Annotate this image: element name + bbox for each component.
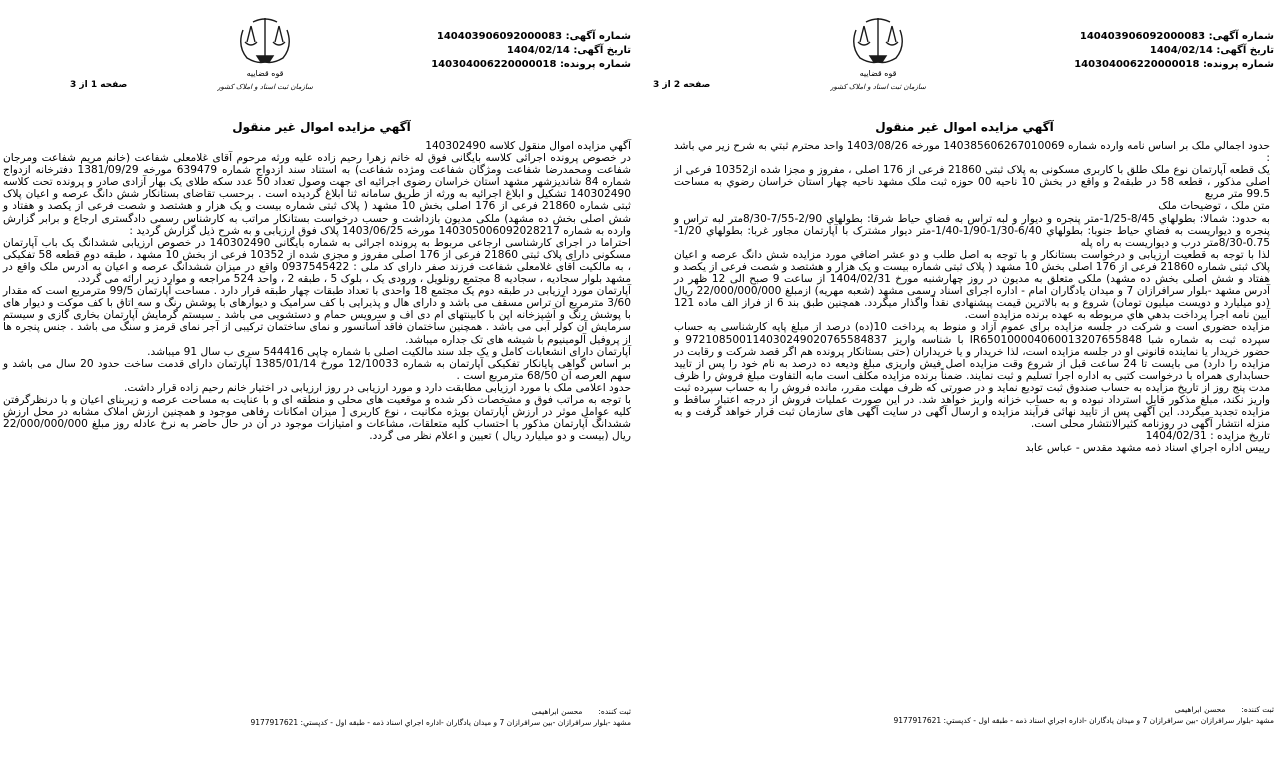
paragraph: حدود اعلامی ملک با مورد ارزيابی مطابقت دارد و مورد ارزيابی در روز ارزيابی در اختيار خانم رحيم زاده قرار داشت. [123,381,631,394]
reference-block [431,30,631,72]
logo-text: قوه قضاییه [859,69,897,78]
paragraph: مزايده حضوری است و شرکت در جلسه مزايده برای عموم آزاد و منوط به پرداخت 10(ده) درصد از مبلغ پايه کارشناسی به حساب سپرده ثبت به شماره شبا IR650100004060013207655848 با شناسه واريز 972108500114030249020765584837 و حضور خريدار يا نماينده قانونی او در جلسه مزايده است، لذا خريدار و يا خريداران (حتی بستانکار پرونده هم اگر قصد شرکت و رقابت در مزايده را دارد) می بايست تا 24 ساعت قبل از شروع وقت مزايده اصل فيش واريزی مبلغ وديعه ده درصد به نام خود را پس از تاييد حسابداری همراه با درخواست کتبی به اداره اجرا تسليم و ثبت نمايند. ضمناً برنده مزايده مکلف است مابه التفاوت مبلغ فروش را ظرف مدت پنج روز از تاريخ مزايده به حساب صندوق ثبت توديع نمايد و در صورتی که ظرف مهلت مقرر، مانده فروش را به حساب سپرده ثبت واريز نکند، مبلغ مذکور قابل استرداد نبوده و به حساب خزانه واريز خواهد شد. در اين صورت عمليات فروش از درجه اعتبار ساقط و مزايده تجديد ميگردد. اين آگهی پس از تاييد نهائی فرآيند مزايده و ارسال آگهی در سايت آگهی های سازمان ثبت قرار خواهد گرفت و به منزله انتشار آگهی در روزنامه کثيرالانتشار محلی است. [674,321,1270,431]
paragraph: آپارتمان مورد ارزيابی در طبقه دوم يک مجتمع 18 واحدی با تعداد طبقات چهار طبقه قرار دارد . مساحت آپارتمان 99/5 مترمربع است که مقدار 3/60 مترمربع آن تراس مسقف می باشد و دارای هال و پذيرايی با کف سراميک و ديوارهای با پوشش رنگ و سه اتاق با کف موکت و ديوار های با پوشش رنگ و آشپزخانه اپن با کابينتهای ام دی اف و سرويس حمام و دستشويی می باشد . سيستم گرمايش آپارتمان بخاری گازی و سيستم سرمايش آن کولر آبی می باشد . همچنين ساختمان فاقد آسانسور و نمای ساختمان ترکيبی از آجر نمای قرمز و سنگ می باشد . جنس پنجره ها از پروفيل آلومينيوم با شيشه های تک جداره ميباشد. [3,285,631,346]
paragraph: با توجه به مراتب فوق و مشخصات ذکر شده و موقعيت های محلی و منطقه ای و با عنايت به مساحت عرصه و زيربنای اعيان و با درنظرگرفتن کليه عوامل موثر در ارزش آپارتمان بويژه مکانيت ، نوع کاربری [ ميزان امکانات رفاهی موجود و همچنين ارزش املاک مشابه در محل ارزش ششدانگ آپارتمان مذکور با احتساب کليه متعلقات، مشاعات و امتيازات موجود در آن در حال حاضر به نرخ عادله روز مبلغ 22/000/000/000 ريال (بيست و دو ميليارد ريال ) تعيين و اعلام نظر می گردد. [3,393,631,443]
notice-body [3,140,631,442]
judiciary-logo-icon [217,12,313,94]
paragraph: آپارتمان دارای انشعابات کامل و يک جلد سند مالکيت اصلی با شماره چاپی 544416 سری ب سال 91 ميباشد. [147,345,631,358]
ad-date: 1404/02/14 [1149,45,1213,56]
notice-title: آگهي مزايده اموال غير منقول [875,120,1054,134]
ad-number: 140403906092000083 [436,31,563,42]
ad-date-label: تاریخ آگهی: [1216,45,1274,56]
footer [654,704,1274,726]
logo-text: قوه قضاییه [246,69,284,78]
paragraph: لذا با توجه به قطعيت ارزيابی و درخواست بستانكار و با توجه به اصل طلب و دو عشر اضافي مورد مزايده شش دانگ عرصه و اعيان پلاک ثبتی شماره 21860 فرعی از 176 اصلی بخش 10 مشهد ( پلاک ثبتی شماره بيست و يک هزار و هشتصد و شصت فرعی از يکصد و هفتاد و شش اصلی بخش ده مشهد) ملکی متعلق به مديون در روز چهارشنبه مورخ 1404/02/31 از ساعت 9 صبح الی 12 ظهر در آدرس مشهد -بلوار سرافرازان 7 و ميدان يادگاران امام - اداره اجرای اسناد رسمی مشهد (شعبه مهريه) ازمبلغ 22/000/000/000 ريال (دو ميليارد و دويست ميليون تومان) شروع و به بالاترين قيمت پيشنهادی نقداً واگذار ميگردد. همچنين طبق بند 6 از فراز الف ماده 121 آيين نامه اجرا پرداخت بدهي هاي مربوطه به عهده برنده مزايده است. [674,248,1271,322]
paragraph: بر اساس گواهی پايانکار تفکيکی آپارتمان به شماره 12/10033 مورخ 1385/01/14 آپارتمان دارای قدمت ساخت حدود 20 سال می باشد و سهم العرصه آن 68/50 مترمربع است . [3,357,631,382]
signature-line: رييس اداره اجراي اسناد ذمه مشهد مقدس - عباس عابد [1025,442,1270,455]
paragraph: حدود اجمالي ملک بر اساس نامه وارده شماره 140385606267010069 مورخه 1403/08/26 واحد محترم ثبتي به شرح زير مي باشد : [674,140,1271,165]
ad-number-label: شماره آگهی: [1208,31,1274,42]
logo-subtext: سازمان ثبت اسناد و املاک کشور [217,83,313,91]
notice-body [674,140,1270,454]
footer [11,706,631,728]
reference-block [1074,30,1274,72]
file-number-label: شماره پرونده: [559,59,631,70]
paragraph: به حدود: شمالا: بطولهاي 8/45-1/25-متر پنجره و ديوار و لبه تراس به فضاي حياط شرقا: بطولهاي 2/90-7/55-8/30متر لبه تراس و پنجره و ديواريست به فضاي حياط جنوبا: بطولهاي 6/40-1/30-1/90-1/40-متر ديوار مشترک با آپارتمان مجاور غربا: بطولهاي 1/20-0.75-8/30متر درب و ديواريست به راه پله [674,212,1270,249]
registrar-name: محسن ابراهیمی [1174,705,1226,714]
notice-page-2 [643,0,1286,759]
page-number: صفحه 2 از 3 [653,80,711,90]
paragraph: احتراما در اجرای کارشناسی ارجاعی مربوط به پرونده اجرائی به شماره بايگانی 140302490 در خصوص ارزيابی ششدانگ يک باب آپارتمان مسکونی دارای پلاک ثبتی 21860 فرعی از 176 اصلی مفروز و مجزی شده از 10352 فرعی از بخش 10 مشهد ، طبقه دوم قطعه 58 تفکيکی ، به مالکيت آقای غلامعلی شفاعت فرزند صفر دارای کد ملی : 0937545422 واقع در ميزان ششدانگ عرصه و اعيان به آدرس ملک واقع در مشهد بلوار سجاديه ، سجاديه 8 مجتمع رونلويل ، ورودی يک ، بلوک 5 ، طبقه 2 ، واحد 524 مراجعه و موارد زير ارائه می گردد. [3,236,631,286]
ad-date: 1404/02/14 [506,45,570,56]
paragraph: آگهي مزايده اموال منقول كلاسه 140302490 [425,140,631,152]
registrar-label: ثبت کننده: [1241,705,1274,714]
paragraph: در خصوص پرونده اجرائی کلاسه بايگانی فوق له خانم زهرا رحيم زاده عليه ورثه مرحوم آقای غلامعلی شفاعت (خانم مريم شفاعت ومرجان شفاعت ومحمدرضا شفاعت ومژگان شفاعت ومژده شفاعت) به استناد سند ازدواج شماره 639479 مورخه 1381/09/29 دفترخانه ازدواج شماره 84 شانديزشهر مشهد استان خراسان رضوی اجرائيه ای جهت وصول تعداد 50 عدد سکه طلای يک بهار آزادی صادر و پرونده تحت کلاسه 140302490 تشکيل و ابلاغ اجرائيه به ورثه از طريق سامانه ثنا ابلاغ گرديده است . برحسب تقاضای بستانکار شش دانگ عرصه و اعيان پلاک ثبتی شماره 21860 فرعی از 176 اصلی بخش 10 مشهد ( پلاک ثبتی شماره بيست و يک هزار و هشتصد و شصت فرعی از يکصد و هفتاد و شش اصلی بخش ده مشهد) ملکی مديون بازداشت و حسب درخواست بستانکار مراتب به کارشناس رسمی دادگستری ارجاع و برابر گزارش وارده به شماره 140305006092028217 مورخه 1403/06/25 پلاک فوق ارزيابی و به شرح ذيل گزارش گرديد : [3,152,632,237]
paragraph: يک قطعه آپارتمان نوع ملک طلق با کاربری مسکونی به پلاک ثبتی 21860 فرعی از 176 اصلی ، مفروز و مجزا شده از10352 فرعی از اصلی مذکور ، قطعه 58 در طبقه2 و واقع در بخش 10 ناحيه 00 حوزه ثبت ملک مشهد ناحيه چهار استان خراسان رضوي به مساحت 99.5 متر مربع [674,164,1271,201]
notice-title: آگهي مزايده اموال غير منقول [232,120,411,134]
judiciary-logo-icon [830,12,926,94]
footer-address: مشهد -بلوار سرافرازان -بين سرافرازان 7 و ميدان يادگاران -اداره اجراي اسناد ذمه - طبقه اول - کدپستي: 9177917621 [250,718,631,727]
footer-address: مشهد -بلوار سرافرازان -بين سرافرازان 7 و ميدان يادگاران -اداره اجراي اسناد ذمه - طبقه اول - کدپستي: 9177917621 [893,716,1274,725]
paragraph: متن ملک ، توضیحات ملک [1158,200,1270,213]
file-number: 140304006220000018 [1074,59,1200,70]
registrar-name: محسن ابراهیمی [531,707,583,716]
ad-number-label: شماره آگهی: [565,31,631,42]
file-number-label: شماره پرونده: [1202,59,1274,70]
ad-date-label: تاریخ آگهی: [573,45,631,56]
logo-subtext: سازمان ثبت اسناد و املاک کشور [830,83,926,91]
auction-date: تاريخ مزايده : 1404/02/31 [1145,430,1270,443]
registrar-label: ثبت کننده: [598,707,631,716]
file-number: 140304006220000018 [431,59,557,70]
page-number: صفحه 1 از 3 [70,80,128,90]
ad-number: 140403906092000083 [1079,31,1206,42]
